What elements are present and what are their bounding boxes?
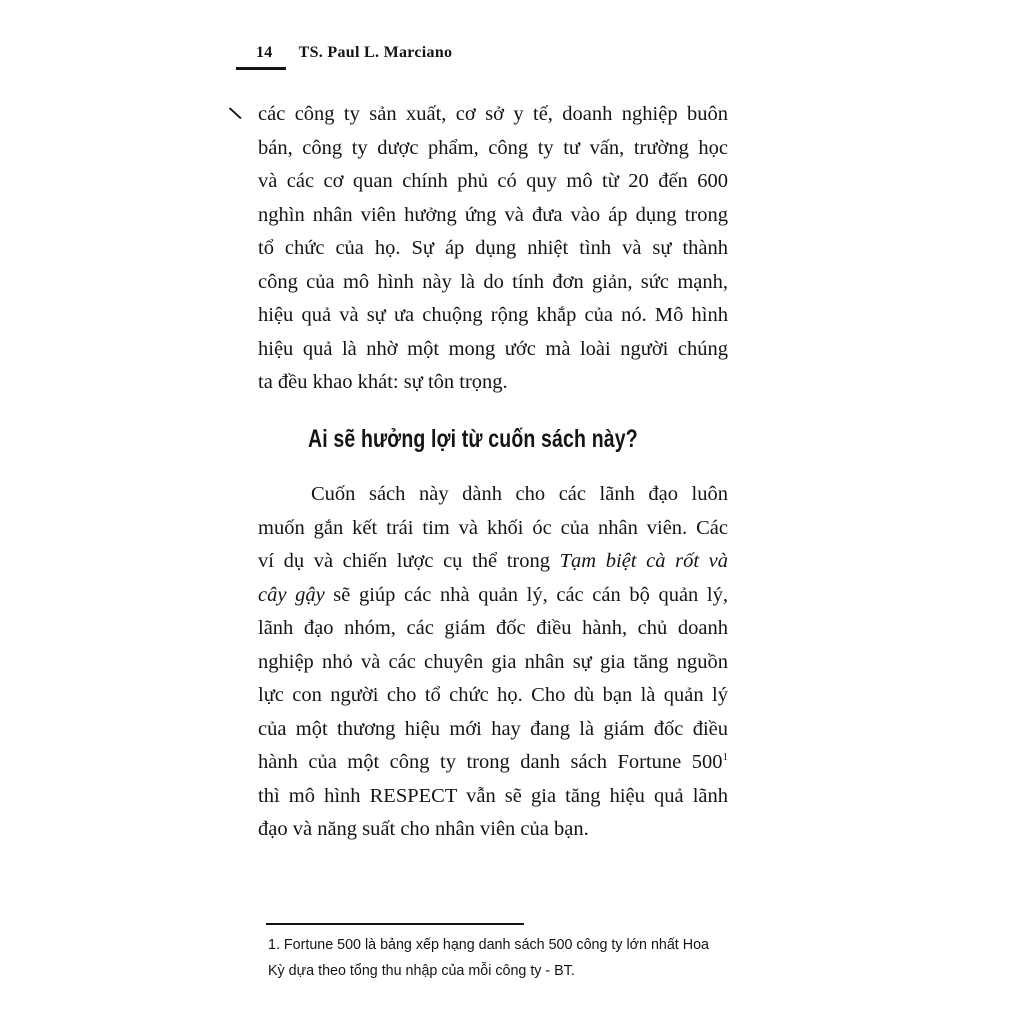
footnote — [268, 932, 738, 984]
text-line: hiệu quả và sự ưa chuộng rộng khắp của nó. Mô hình — [258, 304, 728, 326]
author-name: TS. Paul L. Marciano — [298, 44, 453, 61]
book-title: cây gậy — [258, 583, 325, 606]
text-line: hiệu quả là nhờ một mong ước mà loài người chúng — [258, 337, 728, 360]
footnote-line: 1. Fortune 500 là bảng xếp hạng danh sách 500 công ty lớn nhất Hoa — [268, 937, 709, 953]
text-line: lãnh đạo nhóm, các giám đốc điều hành, chủ doanh — [258, 617, 728, 639]
text-line: nghiệp nhỏ và các chuyên gia nhân sự gia tăng nguồn — [258, 650, 728, 673]
text-line: Cuốn sách này dành cho các lãnh đạo luôn — [311, 483, 728, 505]
text-line: đạo và năng suất cho nhân viên của bạn. — [258, 818, 589, 840]
page-number: 14 — [256, 44, 273, 61]
text-line: bán, công ty dược phẩm, công ty tư vấn, trường học — [258, 136, 728, 159]
paragraph-audience — [258, 478, 728, 847]
stray-mark: \ — [227, 102, 244, 125]
section-heading: Ai sẽ hưởng lợi từ cuốn sách này? — [308, 425, 638, 453]
book-title: Tạm biệt cà rốt và — [559, 550, 728, 572]
text-line: và các cơ quan chính phủ có quy mô từ 20 đến 600 — [258, 170, 728, 192]
text-line: nghìn nhân viên hưởng ứng và đưa vào áp dụng trong — [258, 203, 728, 226]
paragraph-continued — [258, 98, 728, 400]
text-segment: hành của một công ty trong danh sách Fortune 500 — [258, 751, 723, 773]
text-line — [258, 579, 728, 613]
text-line — [258, 746, 728, 780]
text-segment: ví dụ và chiến lược cụ thể trong — [258, 550, 560, 572]
footnote-line: Kỳ dựa theo tổng thu nhập của mỗi công ty - BT. — [268, 963, 575, 979]
text-line: công của mô hình này là do tính đơn giản, sức mạnh, — [258, 270, 728, 293]
text-line: lực con người cho tổ chức họ. Cho dù bạn là quản lý — [258, 684, 728, 706]
text-line: tổ chức của họ. Sự áp dụng nhiệt tình và sự thành — [258, 237, 728, 259]
text-line: ta đều khao khát: sự tôn trọng. — [258, 371, 508, 393]
text-line: của một thương hiệu mới hay đang là giám đốc điều — [258, 717, 728, 740]
header-rule — [236, 67, 286, 70]
running-header — [256, 44, 452, 62]
footnote-reference: 1 — [722, 751, 728, 764]
text-line: các công ty sản xuất, cơ sở y tế, doanh nghiệp buôn — [258, 103, 728, 125]
text-segment: sẽ giúp các nhà quản lý, các cán bộ quản lý, — [324, 583, 728, 606]
text-line: thì mô hình RESPECT vẫn sẽ gia tăng hiệu quả lãnh — [258, 784, 728, 807]
footnote-rule — [266, 923, 524, 925]
text-line: muốn gắn kết trái tim và khối óc của nhân viên. Các — [258, 516, 728, 539]
text-line — [258, 545, 728, 579]
